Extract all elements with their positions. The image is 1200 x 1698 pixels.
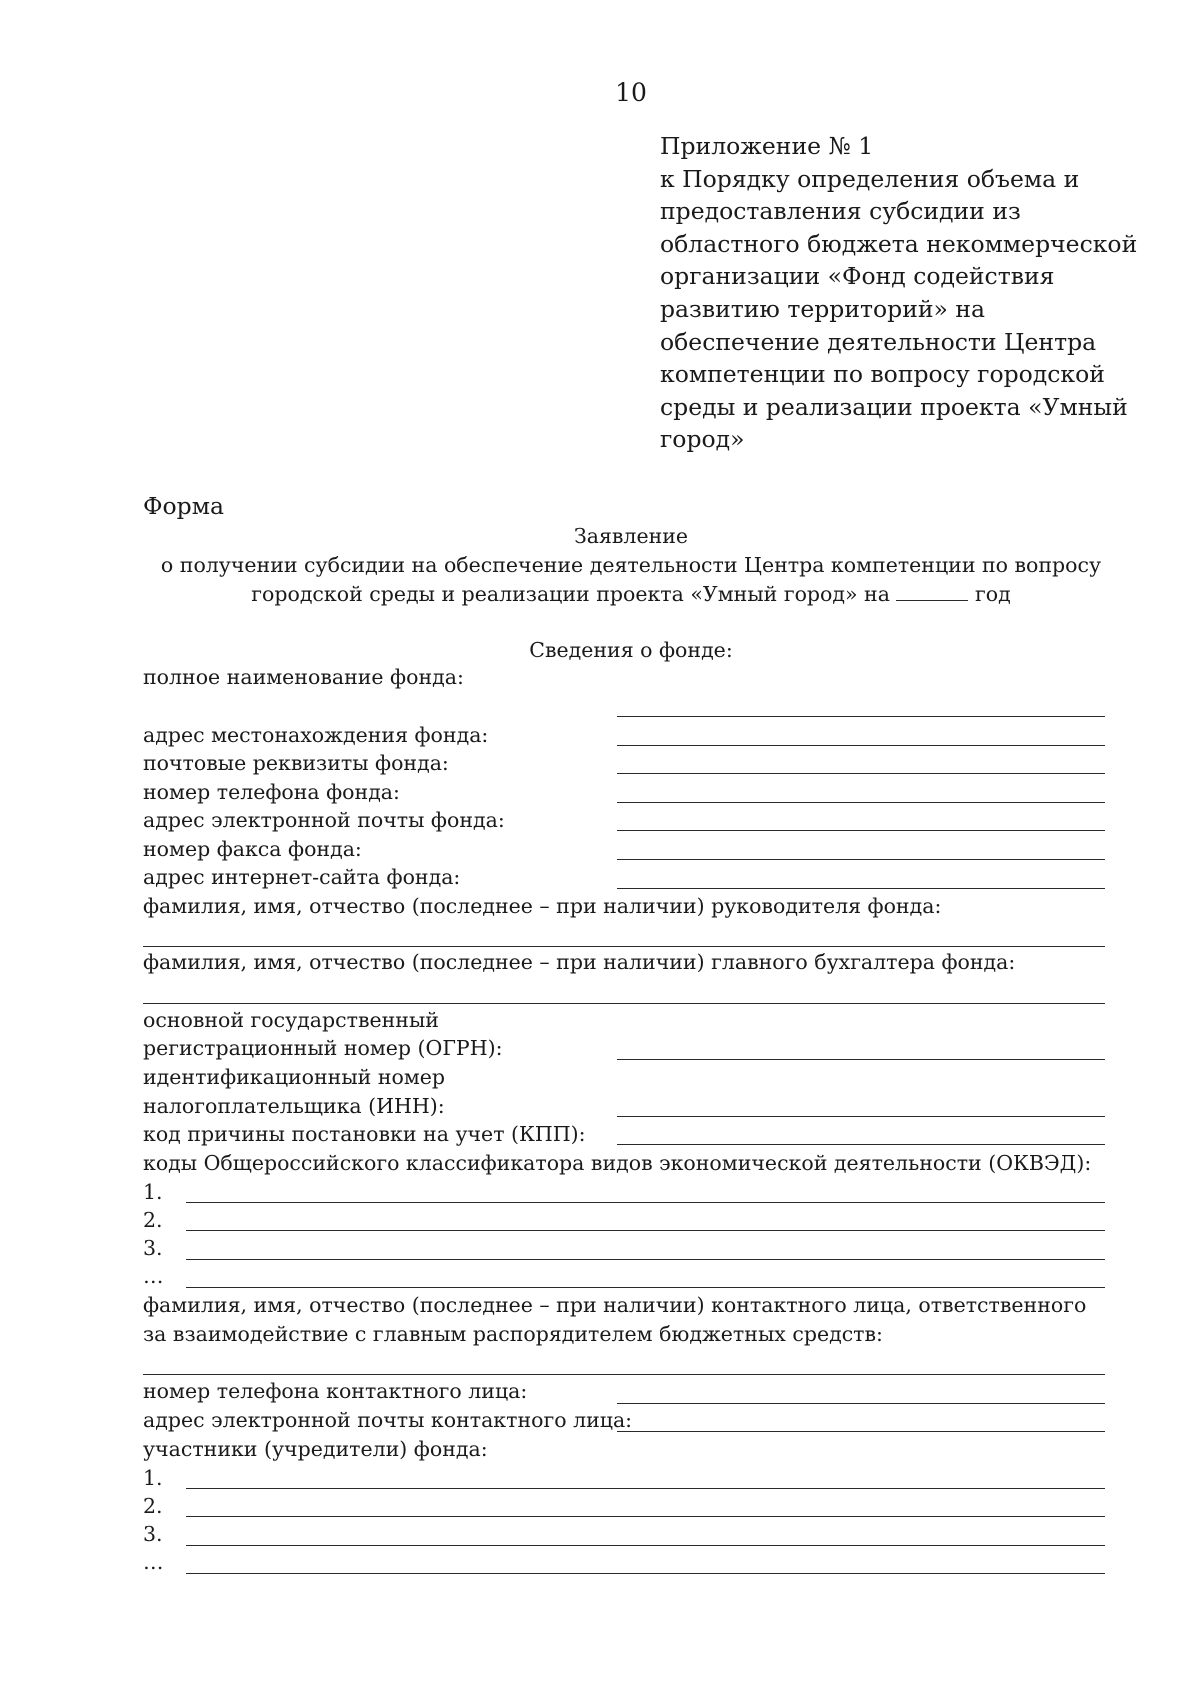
subtitle-year-word: год [975, 582, 1011, 606]
founder-field-1[interactable] [186, 1488, 1105, 1489]
appendix-block [660, 130, 1180, 456]
year-blank-field[interactable] [896, 584, 968, 601]
founder-item-number: 2. [143, 1494, 163, 1518]
okved-item-number: 1. [143, 1180, 163, 1204]
okved-label: коды Общероссийского классификатора видов экономической деятельности (ОКВЭД): [143, 1151, 1092, 1175]
subtitle-text: городской среды и реализации проекта «Умный город» на [251, 582, 890, 606]
founder-item-ellipsis: … [143, 1550, 164, 1574]
okved-field-more[interactable] [186, 1287, 1105, 1288]
okved-item-number: 2. [143, 1208, 163, 1232]
contact-email-label: адрес электронной почты контактного лица: [143, 1408, 633, 1432]
appendix-line: к Порядку определения объема и [660, 164, 1080, 193]
appendix-line: предоставления субсидии из [660, 197, 1021, 226]
postal-field[interactable] [617, 773, 1105, 774]
okved-item-ellipsis: … [143, 1264, 164, 1288]
head-field[interactable] [143, 946, 1105, 947]
founder-item-number: 3. [143, 1522, 163, 1546]
appendix-line: среды и реализации проекта «Умный [660, 392, 1128, 421]
contact-label-line-2: за взаимодействие с главным распорядителем бюджетных средств: [143, 1322, 883, 1346]
contact-phone-field[interactable] [617, 1403, 1105, 1404]
okved-field-3[interactable] [186, 1259, 1105, 1260]
fax-label: номер факса фонда: [143, 837, 362, 861]
appendix-line: Приложение № 1 [660, 132, 874, 160]
ogrn-field[interactable] [617, 1059, 1105, 1060]
email-field[interactable] [617, 830, 1105, 831]
okved-field-1[interactable] [186, 1202, 1105, 1203]
founders-label: участники (учредители) фонда: [143, 1437, 488, 1461]
appendix-line: обеспечение деятельности Центра [660, 327, 1097, 356]
contact-phone-label: номер телефона контактного лица: [143, 1379, 528, 1403]
founder-field-2[interactable] [186, 1516, 1105, 1517]
address-label: адрес местонахождения фонда: [143, 723, 489, 747]
inn-field[interactable] [617, 1116, 1105, 1117]
contact-field[interactable] [143, 1374, 1105, 1375]
application-subtitle-line-1: о получении субсидии на обеспечение деятельности Центра компетенции по вопросу [160, 553, 1102, 577]
website-field[interactable] [617, 888, 1105, 889]
inn-label-line-2: налогоплательщика (ИНН): [143, 1094, 445, 1118]
fax-field[interactable] [617, 859, 1105, 860]
appendix-line: областного бюджета некоммерческой [660, 229, 1138, 258]
kpp-field[interactable] [617, 1144, 1105, 1145]
appendix-line: компетенции по вопросу городской [660, 360, 1105, 389]
full-name-field[interactable] [617, 716, 1105, 717]
phone-field[interactable] [617, 802, 1105, 803]
accountant-field[interactable] [143, 1003, 1105, 1004]
okved-item-number: 3. [143, 1236, 163, 1260]
founder-field-3[interactable] [186, 1545, 1105, 1546]
accountant-label: фамилия, имя, отчество (последнее – при наличии) главного бухгалтера фонда: [143, 950, 1016, 974]
application-subtitle-line-2 [0, 580, 1200, 609]
head-label: фамилия, имя, отчество (последнее – при наличии) руководителя фонда: [143, 894, 942, 918]
inn-label-line-1: идентификационный номер [143, 1065, 446, 1089]
founder-field-more[interactable] [186, 1573, 1105, 1574]
ogrn-label-line-2: регистрационный номер (ОГРН): [143, 1036, 503, 1060]
okved-field-2[interactable] [186, 1230, 1105, 1231]
ogrn-label-line-1: основной государственный [143, 1008, 439, 1032]
full-name-label: полное наименование фонда: [143, 665, 464, 689]
application-title: Заявление [573, 524, 689, 548]
form-label: Форма [143, 492, 224, 520]
appendix-line: организации «Фонд содействия [660, 262, 1055, 291]
appendix-line: развитию территорий» на [660, 294, 986, 323]
appendix-line: город» [660, 425, 745, 454]
section-heading: Сведения о фонде: [529, 638, 733, 662]
contact-label-line-1: фамилия, имя, отчество (последнее – при наличии) контактного лица, ответственного [143, 1293, 1087, 1317]
email-label: адрес электронной почты фонда: [143, 808, 505, 832]
phone-label: номер телефона фонда: [143, 780, 400, 804]
page-number: 10 [615, 78, 647, 107]
postal-label: почтовые реквизиты фонда: [143, 751, 449, 775]
website-label: адрес интернет-сайта фонда: [143, 865, 461, 889]
address-field[interactable] [617, 745, 1105, 746]
kpp-label: код причины постановки на учет (КПП): [143, 1122, 586, 1146]
founder-item-number: 1. [143, 1466, 163, 1490]
contact-email-field[interactable] [617, 1431, 1105, 1432]
